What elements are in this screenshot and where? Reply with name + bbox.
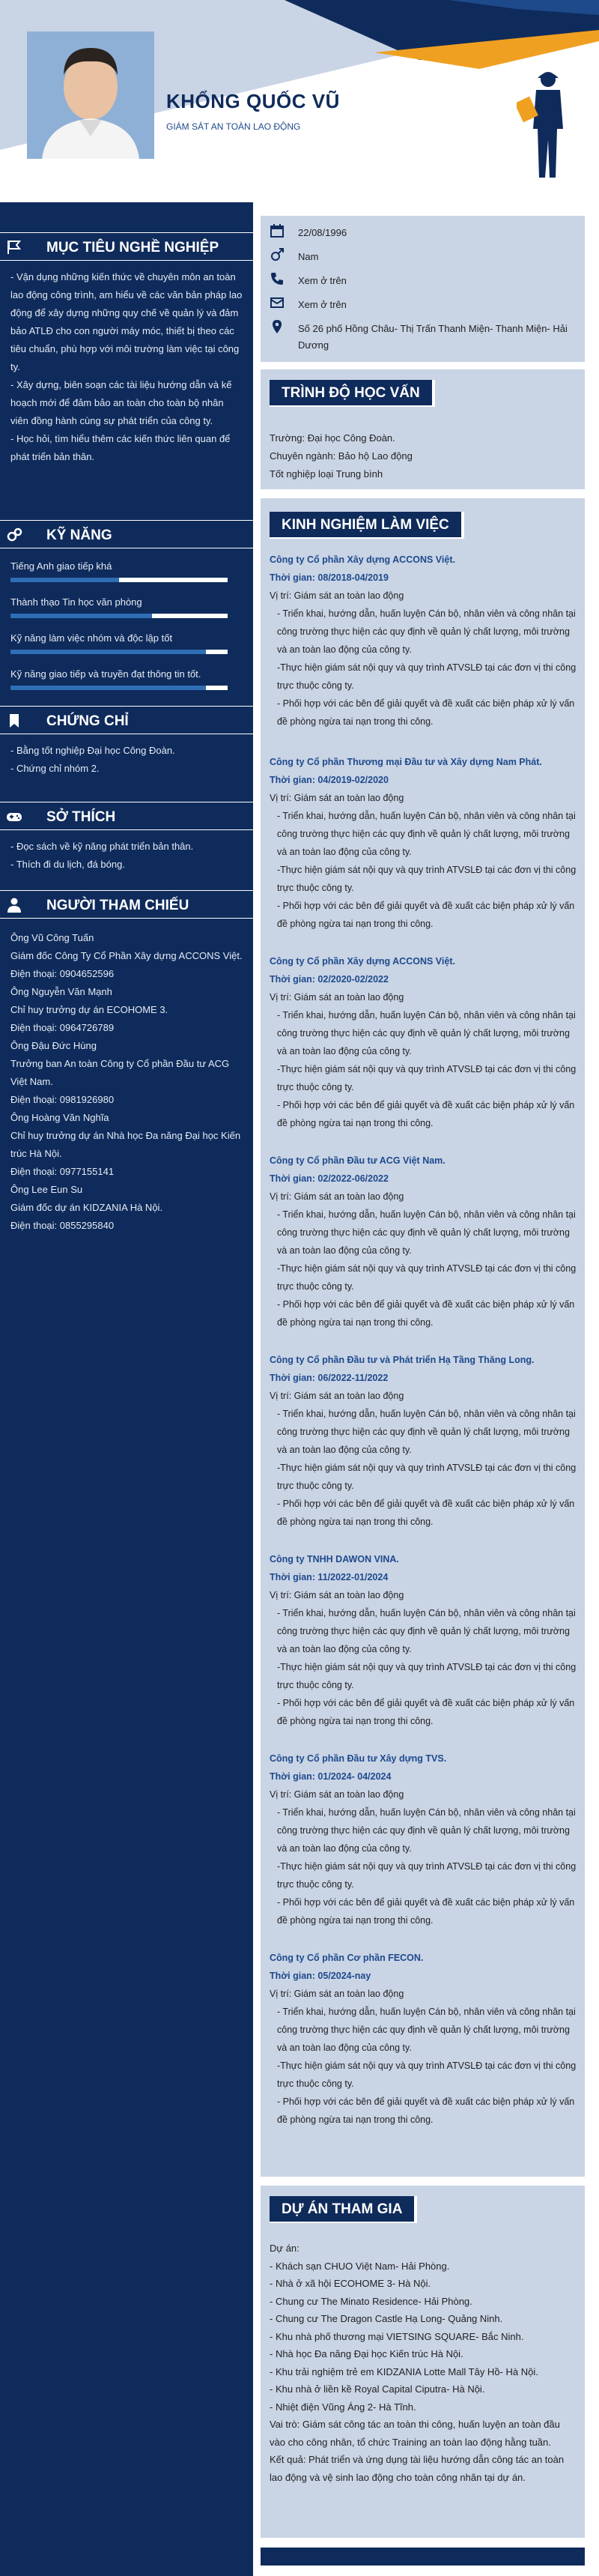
reference-line: Ông Đậu Đức Hùng [10,1040,97,1051]
header [0,0,599,202]
job-time: Thời gian: 06/2022-11/2022 [270,1373,389,1383]
project-line: - Khu nhà phố thương mại VIETSING SQUARE- Bắc Ninh. [270,2330,524,2342]
reference-line: Điện thoại: 0964726789 [10,1022,115,1033]
job-time: Thời gian: 05/2024-nay [270,1971,371,1981]
education-line: Tốt nghiệp loại Trung bình [270,468,383,480]
education-line: Chuyên ngành: Bảo hộ Lao động [270,450,413,462]
job-task: - Phối hợp với các bên để giải quyết và đề xuất các biện pháp xử lý vấn đề phòng ngừa tai nạn trong thi công. [277,1100,575,1128]
job-task: - Phối hợp với các bên để giải quyết và đề xuất các biện pháp xử lý vấn đề phòng ngừa tai nạn trong thi công. [277,698,575,727]
education-title: TRÌNH ĐỘ HỌC VẤN [270,380,435,407]
skills-heading [0,520,253,548]
project-line: Vai trò: Giám sát công tác an toàn thi công, huấn luyện an toàn đầu vào cho công nhân, tổ chức Training an toàn lao động hằng tuần. [270,2419,560,2448]
job-task: - Triển khai, hướng dẫn, huấn luyện Cán bộ, nhân viên và công nhân tại công trường thực hiện các quy định về quản lý chất lượng, môi trường và an toàn lao động của công ty. [277,1209,576,1256]
reference-line: Giám đốc Công Ty Cổ Phần Xây dựng ACCONS Việt. [10,950,243,961]
projects-title: DỰ ÁN THAM GIA [270,2196,417,2223]
location-pin-icon [270,319,285,334]
hobbies-heading [0,802,253,830]
objective-line: - Vận dụng những kiến thức về chuyên môn an toàn lao động công trình, am hiểu về các văn bản pháp lao động để xây dựng những quy chế về quản lý và đảm bảo ATLĐ cho con người máy móc, thiết bị theo các tiêu chuẩn, phù hợp với môi trường làm việc tại công ty. [10,271,243,372]
certificates-section [0,706,253,778]
reference-line: Chỉ huy trưởng dự án Nhà học Đa năng Đại học Kiến trúc Hà Nội. [10,1130,241,1159]
job-task: -Thực hiện giám sát nội quy và quy trình ATVSLĐ tại các đơn vị thi công trực thuộc công ty. [277,1064,577,1092]
job-task: - Phối hợp với các bên để giải quyết và đề xuất các biện pháp xử lý vấn đề phòng ngừa tai nạn trong thi công. [277,901,575,929]
education-card [261,369,585,489]
reference-line: Điện thoại: 0981926980 [10,1094,115,1105]
project-line: - Khu nhà ở liền kề Royal Capital Ciputra- Hà Nội. [270,2383,485,2395]
reference-line: Giám đốc dự án KIDZANIA Hà Nội. [10,1202,163,1213]
person-icon [6,897,22,913]
project-line: Dự án: [270,2243,300,2254]
job-time: Thời gian: 02/2020-02/2022 [270,974,389,985]
certificates-text [0,734,253,778]
skill-bar [10,614,228,618]
job-task: - Triển khai, hướng dẫn, huấn luyện Cán bộ, nhân viên và công nhân tại công trường thực hiện các quy định về quản lý chất lượng, môi trường và an toàn lao động của công ty. [277,2007,576,2053]
skill-label: Kỹ năng làm việc nhóm và độc lập tốt [10,632,173,644]
references-section [0,890,253,1235]
objective-text [0,261,253,466]
job-entry [270,753,577,933]
job-task: -Thực hiện giám sát nội quy và quy trình ATVSLĐ tại các đơn vị thi công trực thuộc công ty. [277,2061,577,2089]
reference-line: Ông Nguyễn Văn Mạnh [10,986,112,997]
objective-line: - Xây dựng, biên soạn các tài liệu hướng dẫn và kế hoạch mới để đảm bảo an toàn cho toàn bộ nhân viên đồng hành cùng sự phát triển của công ty. [10,379,232,426]
job-task: -Thực hiện giám sát nội quy và quy trình ATVSLĐ tại các đơn vị thi công trực thuộc công ty. [277,865,577,893]
reference-line: Ông Lee Eun Su [10,1184,83,1195]
email-icon [270,295,285,310]
dob-value: 22/08/1996 [298,227,347,238]
job-time: Thời gian: 02/2022-06/2022 [270,1173,389,1184]
job-time: Thời gian: 01/2024- 04/2024 [270,1771,392,1782]
job-company: Công ty Cổ phần Đầu tư và Phát triển Hạ Tầng Thăng Long. [270,1355,535,1365]
job-entry [270,952,577,1132]
project-line: - Nhà ở xã hội ECOHOME 3- Hà Nội. [270,2278,431,2289]
skill-bar [10,686,228,690]
job-task: -Thực hiện giám sát nội quy và quy trình ATVSLĐ tại các đơn vị thi công trực thuộc công ty. [277,662,577,691]
experience-title: KINH NGHIỆM LÀM VIỆC [270,512,464,539]
address-value: Số 26 phố Hồng Châu- Thị Trấn Thanh Miện- Thanh Miện- Hải Dương [298,323,568,351]
job-entry [270,1550,577,1730]
skill-bar-fill [10,578,119,582]
reference-line: Trưởng ban An toàn Công ty Cổ phần Đầu tư ACG Việt Nam. [10,1058,230,1087]
objective-section [0,232,253,466]
job-position: Vị trí: Giám sát an toàn lao động [270,590,404,601]
sidebar [0,202,253,2576]
job-entry [270,551,577,731]
hobby-line: - Thích đi du lịch, đá bóng. [10,859,125,870]
reference-line: Ông Hoàng Văn Nghĩa [10,1112,109,1123]
hobby-line: - Đọc sách về kỹ năng phát triển bản thân. [10,841,194,852]
objective-line: - Học hỏi, tìm hiểu thêm các kiến thức liên quan để phát triển bản thân. [10,433,231,462]
skill-item [10,596,232,618]
job-company: Công ty Cổ phần Thương mại Đầu tư và Xây dựng Nam Phát. [270,757,542,767]
job-task: - Phối hợp với các bên để giải quyết và đề xuất các biện pháp xử lý vấn đề phòng ngừa tai nạn trong thi công. [277,1698,575,1726]
objective-title: MỤC TIÊU NGHỀ NGHIỆP [46,240,219,256]
job-time: Thời gian: 08/2018-04/2019 [270,572,389,583]
certificates-title: CHỨNG CHỈ [46,713,129,729]
gender-value: Nam [298,251,319,262]
job-task: - Phối hợp với các bên để giải quyết và đề xuất các biện pháp xử lý vấn đề phòng ngừa tai nạn trong thi công. [277,1299,575,1328]
job-position: Vị trí: Giám sát an toàn lao động [270,1191,404,1202]
avatar [27,31,154,159]
skills-title: KỸ NĂNG [46,527,112,543]
reference-line: Chỉ huy trưởng dự án ECOHOME 3. [10,1004,168,1015]
job-task: - Phối hợp với các bên để giải quyết và đề xuất các biện pháp xử lý vấn đề phòng ngừa tai nạn trong thi công. [277,1499,575,1527]
job-company: Công ty Cổ phần Đầu tư Xây dựng TVS. [270,1753,447,1764]
job-task: - Triển khai, hướng dẫn, huấn luyện Cán bộ, nhân viên và công nhân tại công trường thực hiện các quy định về quản lý chất lượng, môi trường và an toàn lao động của công ty. [277,1409,576,1455]
skill-bar [10,650,228,654]
education-line: Trường: Đại học Công Đoàn. [270,432,395,444]
job-task: - Phối hợp với các bên để giải quyết và đề xuất các biện pháp xử lý vấn đề phòng ngừa tai nạn trong thi công. [277,1897,575,1926]
projects-text [270,2240,577,2486]
references-text [0,919,253,1235]
job-task: -Thực hiện giám sát nội quy và quy trình ATVSLĐ tại các đơn vị thi công trực thuộc công ty. [277,1463,577,1491]
project-line: - Chung cư The Dragon Castle Hạ Long- Quảng Ninh. [270,2313,503,2324]
job-company: Công ty Cổ phần Đầu tư ACG Việt Nam. [270,1155,446,1166]
skill-item [10,632,232,654]
skill-bar-fill [10,614,152,618]
certificates-heading [0,706,253,734]
bookmark-icon [6,713,22,729]
objective-heading [0,232,253,261]
skill-item [10,560,232,582]
project-line: - Nhiệt điện Vũng Áng 2- Hà Tĩnh. [270,2401,416,2413]
flag-icon [6,239,22,256]
skill-item [10,668,232,690]
gamepad-icon [6,808,22,825]
job-position: Vị trí: Giám sát an toàn lao động [270,992,404,1003]
gears-icon [6,527,22,543]
calendar-icon [270,223,285,238]
reference-line: Điện thoại: 0977155141 [10,1166,115,1177]
phone-value: Xem ở trên [298,275,347,286]
job-position: Vị trí: Giám sát an toàn lao động [270,1789,404,1800]
phone-icon [270,271,285,286]
job-time: Thời gian: 11/2022-01/2024 [270,1572,389,1582]
hobbies-text [0,830,253,874]
references-title: NGƯỜI THAM CHIẾU [46,898,189,913]
certificate-line: - Chứng chỉ nhóm 2. [10,763,100,774]
job-position: Vị trí: Giám sát an toàn lao động [270,793,404,803]
skill-bar-fill [10,686,206,690]
job-time: Thời gian: 04/2019-02/2020 [270,775,389,785]
project-line: - Khu trải nghiệm trẻ em KIDZANIA Lotte Mall Tây Hồ- Hà Nội. [270,2365,538,2377]
reference-line: Ông Vũ Công Tuấn [10,932,94,943]
skill-label: Tiếng Anh giao tiếp khá [10,560,112,572]
job-company: Công ty Cổ phần Xây dựng ACCONS Việt. [270,554,455,565]
job-entry [270,1750,577,1929]
job-company: Công ty Cổ phần Cơ phần FECON. [270,1953,424,1963]
skill-bar-fill [10,650,206,654]
certificate-line: - Bằng tốt nghiệp Đại học Công Đoàn. [10,745,175,756]
job-task: - Triển khai, hướng dẫn, huấn luyện Cán bộ, nhân viên và công nhân tại công trường thực hiện các quy định về quản lý chất lượng, môi trường và an toàn lao động của công ty. [277,811,576,857]
job-task: - Triển khai, hướng dẫn, huấn luyện Cán bộ, nhân viên và công nhân tại công trường thực hiện các quy định về quản lý chất lượng, môi trường và an toàn lao động của công ty. [277,1608,576,1654]
job-position: Vị trí: Giám sát an toàn lao động [270,1590,404,1600]
job-title: GIÁM SÁT AN TOÀN LAO ĐỘNG [166,121,301,132]
skills-section [0,520,253,680]
references-heading [0,890,253,919]
job-entry [270,1351,577,1531]
gender-icon [270,247,285,262]
job-task: -Thực hiện giám sát nội quy và quy trình ATVSLĐ tại các đơn vị thi công trực thuộc công ty. [277,1662,577,1690]
job-company: Công ty TNHH DAWON VINA. [270,1554,399,1564]
reference-line: Điện thoại: 0904652596 [10,968,115,979]
project-line: Kết quả: Phát triển và ứng dụng tài liệu hướng dẫn công tác an toàn lao động và vệ sinh lao động cho toàn công nhân tại dự án. [270,2454,565,2483]
job-entry [270,1949,577,2129]
personal-info-card [261,216,585,362]
job-position: Vị trí: Giám sát an toàn lao động [270,1989,404,1999]
email-value: Xem ở trên [298,299,347,310]
hobbies-section [0,802,253,874]
job-task: -Thực hiện giám sát nội quy và quy trình ATVSLĐ tại các đơn vị thi công trực thuộc công ty. [277,1263,577,1292]
full-name: KHỔNG QUỐC VŨ [166,90,340,112]
reference-line: Điện thoại: 0855295840 [10,1220,115,1231]
job-task: - Triển khai, hướng dẫn, huấn luyện Cán bộ, nhân viên và công nhân tại công trường thực hiện các quy định về quản lý chất lượng, môi trường và an toàn lao động của công ty. [277,608,576,655]
job-task: - Triển khai, hướng dẫn, huấn luyện Cán bộ, nhân viên và công nhân tại công trường thực hiện các quy định về quản lý chất lượng, môi trường và an toàn lao động của công ty. [277,1807,576,1854]
skill-label: Thành thạo Tin học văn phòng [10,596,142,608]
worker-illustration-icon [517,69,577,181]
project-line: - Nhà học Đa năng Đại học Kiến trúc Hà Nội. [270,2348,463,2359]
education-text [270,429,413,483]
job-position: Vị trí: Giám sát an toàn lao động [270,1391,404,1401]
skill-label: Kỹ năng giao tiếp và truyền đạt thông tin tốt. [10,668,201,680]
experience-card [261,498,585,2177]
job-task: - Phối hợp với các bên để giải quyết và đề xuất các biện pháp xử lý vấn đề phòng ngừa tai nạn trong thi công. [277,2096,575,2125]
project-line: - Chung cư The Minato Residence- Hải Phòng. [270,2295,472,2307]
job-task: - Triển khai, hướng dẫn, huấn luyện Cán bộ, nhân viên và công nhân tại công trường thực hiện các quy định về quản lý chất lượng, môi trường và an toàn lao động của công ty. [277,1010,576,1056]
projects-card [261,2186,585,2538]
project-line: - Khách sạn CHUO Việt Nam- Hải Phòng. [270,2260,450,2272]
hobbies-title: SỞ THÍCH [46,809,116,825]
footer-bar [261,2548,585,2566]
job-task: -Thực hiện giám sát nội quy và quy trình ATVSLĐ tại các đơn vị thi công trực thuộc công ty. [277,1861,577,1890]
job-company: Công ty Cổ phần Xây dựng ACCONS Việt. [270,956,455,967]
job-entry [270,1152,577,1331]
skill-bar [10,578,228,582]
